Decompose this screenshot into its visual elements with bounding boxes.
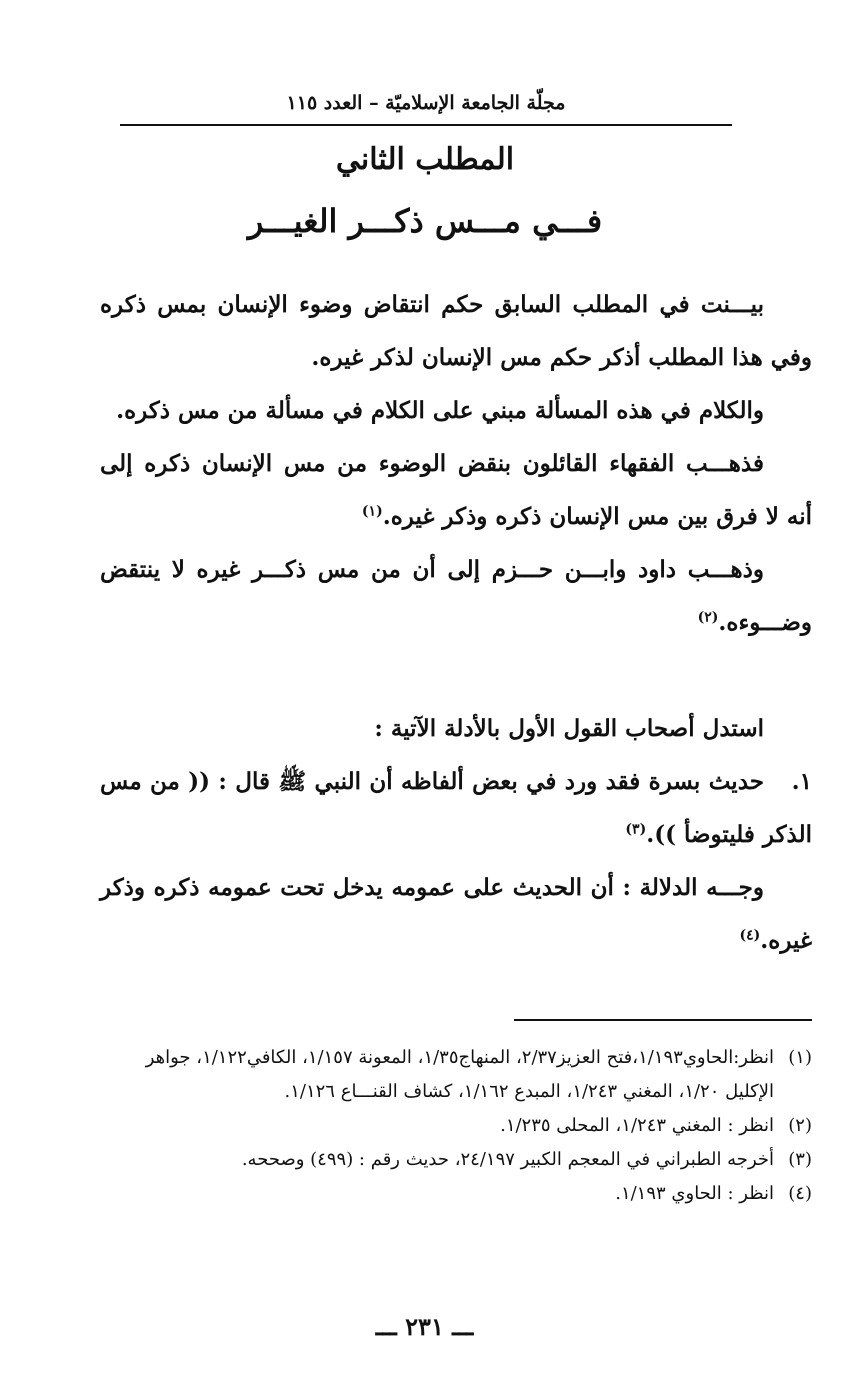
- header-rule: [120, 124, 732, 126]
- footnote-ref-1[interactable]: (١): [361, 503, 383, 520]
- paragraph-2: [100, 384, 812, 437]
- section-title: المطلب الثاني: [335, 142, 515, 177]
- footnote-2: [100, 1109, 812, 1143]
- body-text: [100, 278, 812, 967]
- footnote-ref-4[interactable]: (٤): [739, 927, 761, 944]
- evidence-item-1: [100, 755, 812, 861]
- paragraph-1-text: بيـــنت في المطلب السابق حكم انتقاض وضوء الإنسان بمس ذكره وفي هذا المطلب أذكر حكم مس الإنسان لذكر غيره.: [100, 291, 812, 371]
- paragraph-4: [100, 543, 812, 649]
- footnote-3: [100, 1143, 812, 1177]
- footnote-text: انظر:الحاوي١/١٩٣،فتح العزيز٢/٣٧، المنهاج١/٣٥، المعونة ١/١٥٧، الكافي١/١٢٢، جواهر الإكليل ١/٢٠، المغني ١/٢٤٣، المبدع ١/١٦٢، كشاف القنـــاع ١/١٢٦.: [145, 1047, 774, 1102]
- footnote-number: (٢): [788, 1115, 812, 1136]
- footnotes: [100, 1041, 812, 1211]
- page-number: ـــ ٢٣١ ـــ: [375, 1312, 474, 1341]
- paragraph-1: [100, 278, 812, 384]
- paragraph-3-text: فذهـــب الفقهاء القائلون بنقض الوضوء من مس الإنسان ذكره إلى أنه لا فرق بين مس الإنسان ذكره وذكر غيره.: [100, 450, 812, 530]
- paragraph-4-text: وذهـــب داود وابـــن حـــزم إلى أن من مس ذكـــر غيره لا ينتقض وضـــوءه.: [100, 556, 812, 636]
- paragraph-3: [100, 437, 812, 543]
- footnote-text: أخرجه الطبراني في المعجم الكبير ٢٤/١٩٧، حديث رقم : (٤٩٩) وصححه.: [241, 1149, 774, 1170]
- footnote-4: [100, 1177, 812, 1211]
- footnote-ref-3[interactable]: (٣): [625, 821, 647, 838]
- evidence-item-text: حديث بسرة فقد ورد في بعض ألفاظه أن النبي ﷺ قال : (( من مس الذكر فليتوضأ )).: [100, 768, 812, 848]
- footnote-ref-2[interactable]: (٢): [697, 609, 719, 626]
- footnote-text: انظر : الحاوي ١/١٩٣.: [615, 1183, 774, 1204]
- footnote-number: (٣): [788, 1149, 812, 1170]
- footnote-number: (١): [788, 1047, 812, 1068]
- footnote-number: (٤): [788, 1183, 812, 1204]
- paragraph-5: [100, 702, 812, 755]
- paragraph-7-text: وجـــه الدلالة : أن الحديث على عمومه يدخل تحت عمومه ذكره وذكر غيره.: [100, 874, 812, 954]
- running-header: مجلّة الجامعة الإسلاميّة – العدد ١١٥: [286, 92, 566, 114]
- paragraph-5-text: استدل أصحاب القول الأول بالأدلة الآتية :: [374, 715, 764, 742]
- section-subtitle: فـــي مـــس ذكـــر الغيـــر: [247, 202, 603, 240]
- footnote-rule: [514, 1019, 812, 1021]
- paragraph-7: [100, 861, 812, 967]
- footnote-1: [100, 1041, 812, 1109]
- evidence-item-number: ١.: [791, 768, 812, 795]
- footnote-text: انظر : المغني ١/٢٤٣، المحلى ١/٢٣٥.: [500, 1115, 774, 1136]
- paragraph-2-text: والكلام في هذه المسألة مبني على الكلام في مسألة من مس ذكره.: [116, 397, 764, 424]
